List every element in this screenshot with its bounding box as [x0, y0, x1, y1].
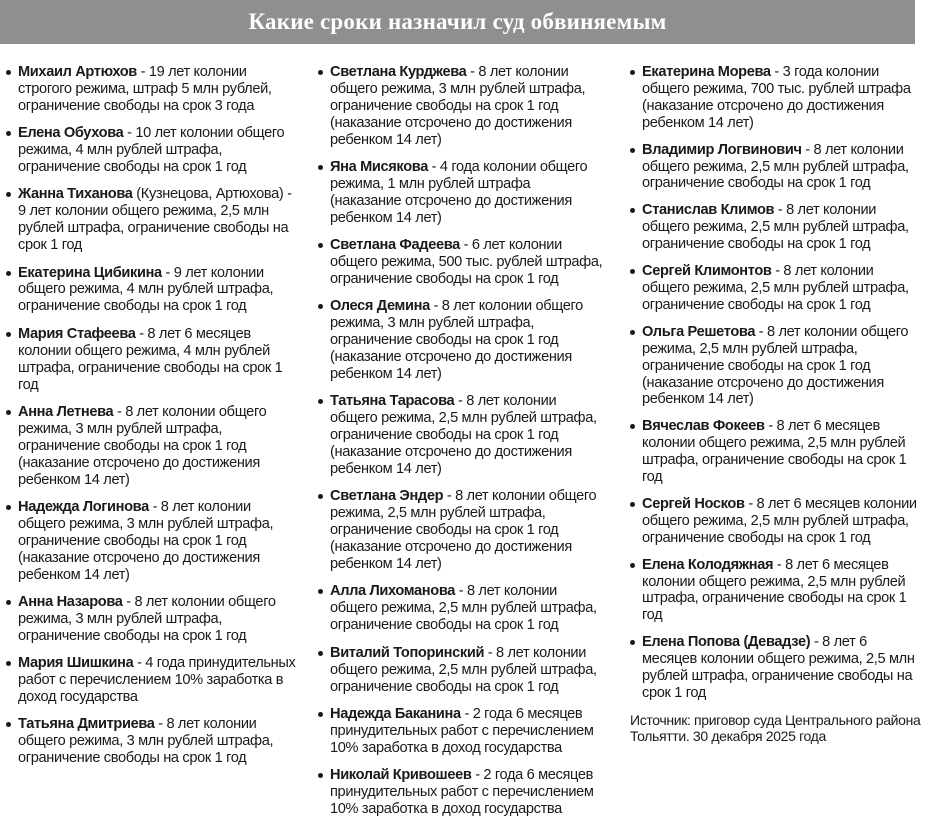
- list-item: [6, 499, 300, 584]
- list-item: [630, 418, 922, 486]
- sentence-text: - 8 лет колонии общего режима, 3 млн рублей штрафа, ограничение свободы на срок 1 год: [18, 716, 274, 767]
- list-item: [318, 64, 604, 149]
- column-1: [6, 64, 300, 778]
- bullet-icon: [630, 330, 635, 335]
- defendant-name: Татьяна Дмитриева: [18, 716, 155, 733]
- list-item: [318, 159, 604, 227]
- defendant-name: Татьяна Тарасова: [330, 393, 455, 410]
- defendant-name: Надежда Логинова: [18, 498, 149, 515]
- bullet-icon: [630, 424, 635, 429]
- list-item: [318, 237, 604, 288]
- bullet-icon: [318, 304, 323, 309]
- list-item: [318, 767, 604, 818]
- list-item: [630, 557, 922, 625]
- bullet-icon: [6, 410, 11, 415]
- bullet-icon: [318, 399, 323, 404]
- list-item: [318, 645, 604, 696]
- bullet-icon: [630, 148, 635, 153]
- defendant-name: Сергей Носков: [642, 495, 745, 512]
- sentence-text: - 8 лет колонии общего режима, 3 млн рублей штрафа, ограничение свободы на срок 1 год (наказание отсрочено до достижения ребенком 14 лет): [18, 498, 274, 583]
- list-item: [6, 265, 300, 316]
- sentence-text: (Кузнецова, Артюхова) - 9 лет колонии общего режима, 2,5 млн рублей штрафа, ограничение свободы на срок 1 год: [18, 186, 292, 254]
- defendant-name: Виталий Топоринский: [330, 644, 485, 661]
- sentence-text: - 8 лет колонии общего режима, 3 млн рублей штрафа, ограничение свободы на срок 1 год (наказание отсрочено до достижения ребенком 14 лет): [330, 64, 586, 148]
- list-item: [318, 488, 604, 573]
- column-2: [318, 64, 604, 828]
- defendant-name: Михаил Артюхов: [18, 64, 137, 80]
- defendant-name: Мария Шишкина: [18, 655, 134, 672]
- list-item: [630, 324, 922, 409]
- sentence-text: - 8 лет колонии общего режима, 2,5 млн рублей штрафа, ограничение свободы на срок 1 год: [642, 263, 909, 313]
- defendant-name: Елена Обухова: [18, 125, 124, 142]
- bullet-icon: [630, 70, 635, 75]
- sentence-text: - 8 лет колонии общего режима, 2,5 млн рублей штрафа, ограничение свободы на срок 1 год: [642, 202, 909, 253]
- defendant-name: Ольга Решетова: [642, 323, 756, 340]
- defendant-name: Мария Стафеева: [18, 325, 136, 342]
- list-item: [630, 142, 922, 193]
- bullet-icon: [318, 712, 323, 717]
- bullet-icon: [318, 494, 323, 499]
- bullet-icon: [318, 773, 323, 778]
- sentence-text: - 8 лет колонии общего режима, 2,5 млн рублей штрафа, ограничение свободы на срок 1 год (наказание отсрочено до достижения ребенком 14 лет): [330, 488, 597, 573]
- sentence-text: - 4 года принудительных работ с перечислением 10% заработка в доход государства: [18, 655, 296, 705]
- bullet-icon: [6, 70, 11, 75]
- list-item: [6, 404, 300, 489]
- list-item: [6, 594, 300, 645]
- list-item: [630, 263, 922, 314]
- column-3: [630, 64, 922, 745]
- list-item: [6, 716, 300, 767]
- defendant-name: Сергей Климонтов: [642, 263, 772, 280]
- sentence-text: - 8 лет 6 месяцев колонии общего режима, 2,5 млн рублей штрафа, ограничение свободы на срок 1 год: [642, 418, 907, 486]
- bullet-icon: [6, 332, 11, 337]
- defendant-name: Елена Колодяжная: [642, 556, 774, 573]
- page-title: Какие сроки назначил суд обвиняемым: [248, 9, 667, 34]
- defendant-name: Светлана Фадеева: [330, 237, 460, 254]
- sentence-text: - 10 лет колонии общего режима, 4 млн рублей штрафа, ограничение свободы на срок 1 год: [18, 125, 285, 176]
- sentence-text: - 8 лет колонии общего режима, 3 млн рублей штрафа, ограничение свободы на срок 1 год (наказание отсрочено до достижения ребенком 14 лет): [18, 403, 267, 488]
- bullet-icon: [630, 640, 635, 645]
- list-item: [630, 64, 922, 132]
- defendant-name: Олеся Демина: [330, 298, 430, 315]
- list-item: [630, 202, 922, 253]
- sentence-text: - 19 лет колонии строгого режима, штраф 5 млн рублей, ограничение свободы на срок 3 года: [18, 64, 272, 114]
- bullet-icon: [318, 70, 323, 75]
- list-item: [6, 326, 300, 394]
- list-item: [318, 393, 604, 478]
- sentence-text: - 8 лет 6 месяцев колонии общего режима, 2,5 млн рублей штрафа, ограничение свободы на срок 1 год: [642, 634, 915, 701]
- defendant-name: Анна Назарова: [18, 593, 123, 610]
- list-item: [6, 64, 300, 115]
- bullet-icon: [6, 505, 11, 510]
- sentence-text: - 8 лет колонии общего режима, 3 млн рублей штрафа, ограничение свободы на срок 1 год: [18, 593, 276, 644]
- bullet-icon: [318, 243, 323, 248]
- list-item: [6, 186, 300, 254]
- defendant-name: Светлана Эндер: [330, 488, 444, 505]
- defendant-name: Елена Попова (Девадзе): [642, 634, 811, 651]
- bullet-icon: [6, 600, 11, 605]
- bullet-icon: [318, 165, 323, 170]
- defendant-name: Николай Кривошеев: [330, 767, 472, 784]
- sentence-text: - 8 лет колонии общего режима, 2,5 млн рублей штрафа, ограничение свободы на срок 1 год: [330, 583, 597, 634]
- sentence-text: - 2 года 6 месяцев принудительных работ с перечислением 10% заработка в доход государства: [330, 767, 594, 817]
- sentence-text: - 8 лет колонии общего режима, 2,5 млн рублей штрафа, ограничение свободы на срок 1 год (наказание отсрочено до достижения ребенком 14 лет): [642, 323, 909, 408]
- defendant-name: Светлана Курджева: [330, 64, 467, 80]
- defendant-name: Анна Летнева: [18, 403, 114, 420]
- defendant-name: Жанна Тиханова: [18, 186, 133, 203]
- header-banner: [0, 0, 915, 44]
- sentence-text: - 8 лет 6 месяцев колонии общего режима, 2,5 млн рублей штрафа, ограничение свободы на срок 1 год: [642, 556, 907, 624]
- defendant-name: Екатерина Морева: [642, 64, 771, 80]
- defendant-name: Вячеслав Фокеев: [642, 418, 765, 435]
- bullet-icon: [318, 651, 323, 656]
- defendant-name: Владимир Логвинович: [642, 141, 802, 158]
- sentence-text: - 8 лет колонии общего режима, 3 млн рублей штрафа, ограничение свободы на срок 1 год (наказание отсрочено до достижения ребенком 14 лет): [330, 298, 583, 382]
- sentence-text: - 4 года колонии общего режима, 1 млн рублей штрафа (наказание отсрочено до достижения ребенком 14 лет): [330, 159, 588, 226]
- list-item: [6, 125, 300, 176]
- sentence-text: - 3 года колонии общего режима, 700 тыс. рублей штрафа (наказание отсрочено до достижения ребенком 14 лет): [642, 64, 911, 131]
- defendant-name: Яна Мисякова: [330, 159, 428, 176]
- sentence-text: - 8 лет колонии общего режима, 2,5 млн рублей штрафа, ограничение свободы на срок 1 год: [642, 141, 909, 192]
- defendant-name: Екатерина Цибикина: [18, 264, 162, 281]
- list-item: [318, 298, 604, 383]
- sentence-text: - 9 лет колонии общего режима, 4 млн рублей штрафа, ограничение свободы на срок 1 год: [18, 264, 274, 315]
- bullet-icon: [630, 502, 635, 507]
- bullet-icon: [6, 661, 11, 666]
- bullet-icon: [6, 722, 11, 727]
- list-item: [6, 655, 300, 706]
- source-note: Источник: приговор суда Центрального района Тольятти. 30 декабря 2025 года: [630, 711, 921, 745]
- bullet-icon: [6, 192, 11, 197]
- sentence-text: - 8 лет колонии общего режима, 2,5 млн рублей штрафа, ограничение свободы на срок 1 год: [330, 644, 597, 695]
- bullet-icon: [630, 563, 635, 568]
- sentence-text: - 8 лет 6 месяцев колонии общего режима, 4 млн рублей штрафа, ограничение свободы на срок 1 год: [18, 325, 283, 393]
- list-item: [630, 634, 922, 702]
- defendant-name: Станислав Климов: [642, 202, 775, 219]
- bullet-icon: [630, 269, 635, 274]
- bullet-icon: [6, 131, 11, 136]
- defendant-name: Алла Лихоманова: [330, 583, 456, 600]
- list-item: [318, 706, 604, 757]
- sentence-text: - 2 года 6 месяцев принудительных работ с перечислением 10% заработка в доход государства: [330, 705, 594, 756]
- sentence-text: - 8 лет колонии общего режима, 2,5 млн рублей штрафа, ограничение свободы на срок 1 год (наказание отсрочено до достижения ребенком 14 лет): [330, 393, 597, 478]
- sentence-text: - 8 лет 6 месяцев колонии общего режима, 2,5 млн рублей штрафа, ограничение свободы на срок 1 год: [642, 495, 917, 546]
- sentence-text: - 6 лет колонии общего режима, 500 тыс. рублей штрафа, ограничение свободы на срок 1 год: [330, 237, 603, 287]
- defendant-name: Надежда Баканина: [330, 705, 461, 722]
- list-item: [318, 583, 604, 634]
- bullet-icon: [630, 208, 635, 213]
- bullet-icon: [6, 271, 11, 276]
- list-item: [630, 496, 922, 547]
- bullet-icon: [318, 589, 323, 594]
